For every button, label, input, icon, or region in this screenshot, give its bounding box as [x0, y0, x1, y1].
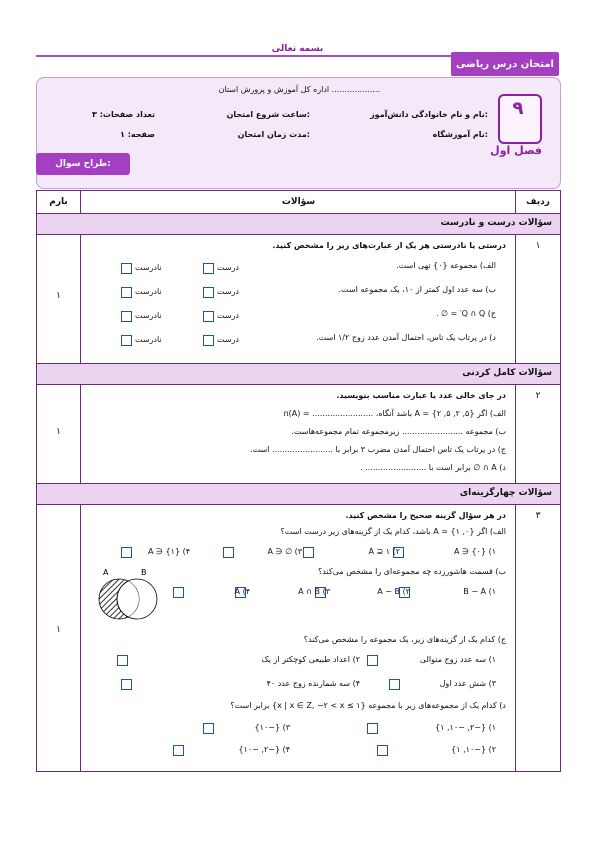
q1c-true-checkbox[interactable]	[203, 311, 214, 322]
student-name-label: نام و نام خانوادگی دانش‌آموز:	[370, 110, 488, 119]
q3a-option-2: ۲) ۱ ⊆ A	[368, 547, 400, 556]
col-radif: ردیف	[515, 191, 560, 213]
q3b-option-4: ۴) A	[234, 587, 250, 596]
true-label: درست	[217, 311, 239, 320]
q3-d-stem: د) کدام یک از مجموعه‌های زیر با مجموعه {x | x ∈ Z, −۲ < x ≤ ۱} برابر است؟	[230, 701, 506, 710]
col-score: بارم	[49, 197, 68, 207]
q3d-option-3: ۳) {−۱۰}	[254, 723, 290, 732]
q2-item-b: ب) مجموعه ........................ زیرمجموعه تمام مجموعه‌هاست.	[291, 427, 506, 436]
q1d-true-checkbox[interactable]	[203, 335, 214, 346]
q3c-option-4: ۴) سه شمارنده زوج عدد ۴۰	[266, 679, 360, 688]
office-line: اداره کل آموزش و پرورش استان ...................	[218, 85, 380, 94]
question-row-1	[37, 234, 560, 363]
q3a-option-3-checkbox[interactable]	[223, 547, 234, 558]
page-count-label: تعداد صفحات: ۳	[92, 110, 155, 119]
q1a-true-checkbox[interactable]	[203, 263, 214, 274]
q3b-option-1: ۱) B − A	[463, 587, 496, 596]
q3d-option-4-checkbox[interactable]	[173, 745, 184, 756]
section-fill-blank	[37, 363, 560, 384]
true-label: درست	[217, 263, 239, 272]
q3b-option-2: ۲) A − B	[377, 587, 410, 596]
q3a-option-1: ۱) {۰} ∈ A	[454, 547, 496, 556]
q3d-option-2-checkbox[interactable]	[377, 745, 388, 756]
q3-prompt: در هر سؤال گزینه صحیح را مشخص کنید.	[345, 511, 506, 520]
q1-item-b: ب) سه عدد اول کمتر از ۱۰، یک مجموعه است.	[338, 285, 496, 294]
q3a-option-2-checkbox[interactable]	[303, 547, 314, 558]
q3a-option-4: ۴) {۱} ∈ A	[148, 547, 190, 556]
q3c-option-1: ۱) سه عدد زوج متوالی	[419, 655, 496, 664]
q3c-option-3: ۳) شش عدد اول	[439, 679, 496, 688]
section-title: سؤالات چهارگزینه‌ای	[459, 488, 552, 498]
q2-item-a: الف) اگر {۵, ۲, ۵, ۲} = A باشد آنگاه، ........................ = n(A)	[283, 409, 506, 418]
true-label: درست	[217, 335, 239, 344]
row-number: ۳	[535, 511, 541, 521]
q1d-false-checkbox[interactable]	[121, 335, 132, 346]
row-number-cell	[515, 505, 560, 771]
q3d-option-3-checkbox[interactable]	[203, 723, 214, 734]
q1-item-a: الف) مجموعه {۰} تهی است.	[396, 261, 496, 270]
section-multiple-choice	[37, 483, 560, 504]
row-number: ۱	[535, 241, 541, 251]
venn-diagram	[93, 565, 173, 625]
section-title: سؤالات کامل کردنی	[462, 368, 552, 378]
col-questions: سؤالات	[80, 191, 516, 213]
q3c-option-2-checkbox[interactable]	[117, 655, 128, 666]
q3-c-stem: ج) کدام یک از گزینه‌های زیر، یک مجموعه را مشخص می‌کند؟	[303, 635, 506, 644]
q1c-false-checkbox[interactable]	[121, 311, 132, 322]
q3c-option-2: ۲) اعداد طبیعی کوچکتر از یک	[261, 655, 360, 664]
row-number-cell	[515, 385, 560, 483]
false-label: نادرست	[135, 335, 162, 344]
school-name-label: نام آموزشگاه:	[432, 130, 488, 139]
bismillah: بسمه تعالی	[271, 44, 324, 54]
page-number-label: صفحه: ۱	[120, 130, 155, 139]
q3-a-stem: الف) اگر {۰, ۱} = A باشد، کدام یک از گزینه‌های زیر درست است؟	[280, 527, 506, 536]
grade-number: ۹	[512, 98, 524, 119]
true-label: درست	[217, 287, 239, 296]
question-row-3	[37, 504, 560, 771]
score-value: ۱	[56, 427, 61, 437]
q2-item-d: د) A ∩ ∅ برابر است با ........................ .	[360, 463, 506, 472]
q2-item-c: ج) در پرتاب یک تاس احتمال آمدن مضرب ۳ برابر با ........................ است.	[250, 445, 506, 454]
q3d-option-1-checkbox[interactable]	[367, 723, 378, 734]
section-true-false	[37, 213, 560, 234]
score-value: ۱	[56, 625, 61, 635]
q3a-option-3: ۳) ∅ ∈ A	[267, 547, 302, 556]
questions-table	[36, 190, 561, 772]
q1-item-d: د) در پرتاب یک تاس، احتمال آمدن عدد زوج ۱/۲ است.	[316, 333, 496, 342]
q3d-option-2: ۲) {−۱۰, ۱}	[451, 745, 496, 754]
row-number: ۲	[535, 391, 541, 401]
q1-prompt: درستی یا نادرستی هر یک از عبارت‌های زیر را مشخص کنید.	[272, 241, 506, 250]
section-title: سؤالات درست و نادرست	[440, 218, 552, 228]
q3d-option-4: ۴) {−۲, −۱۰}	[238, 745, 290, 754]
q3-b-stem: ب) قسمت هاشورزده چه مجموعه‌ای را مشخص می‌کند؟	[318, 567, 506, 576]
exam-title: امتحان درس ریاضی	[451, 52, 559, 76]
designer-label: طراح سوال:	[36, 153, 130, 175]
q1b-true-checkbox[interactable]	[203, 287, 214, 298]
false-label: نادرست	[135, 287, 162, 296]
row-number-cell	[515, 235, 560, 363]
q3d-option-1: ۱) {−۲, −۱۰, ۱}	[435, 723, 496, 732]
q2-prompt: در جای خالی عدد یا عبارت مناسب بنویسید.	[336, 391, 506, 400]
q3b-option-3: ۳) A ∩ B	[298, 587, 330, 596]
false-label: نادرست	[135, 263, 162, 272]
table-header	[37, 191, 560, 213]
q3b-option-4-checkbox[interactable]	[173, 587, 184, 598]
score-value: ۱	[56, 291, 61, 301]
question-row-2	[37, 384, 560, 483]
venn-label-b: B	[141, 568, 147, 577]
score-cell	[37, 385, 81, 483]
q3c-option-3-checkbox[interactable]	[389, 679, 400, 690]
q1a-false-checkbox[interactable]	[121, 263, 132, 274]
score-cell	[37, 505, 81, 771]
q3a-option-4-checkbox[interactable]	[121, 547, 132, 558]
duration-label: مدت زمان امتحان:	[237, 130, 310, 139]
false-label: نادرست	[135, 311, 162, 320]
q1-item-c: ج) Q ∩ Q′ = ∅ .	[435, 309, 496, 318]
q3c-option-1-checkbox[interactable]	[367, 655, 378, 666]
q3c-option-4-checkbox[interactable]	[121, 679, 132, 690]
venn-label-a: A	[103, 568, 109, 577]
start-time-label: ساعت شروع امتحان:	[226, 110, 310, 119]
q1b-false-checkbox[interactable]	[121, 287, 132, 298]
grade-scroll-icon	[494, 88, 552, 183]
chapter-title: فصل اول	[490, 144, 542, 157]
score-cell	[37, 235, 81, 363]
